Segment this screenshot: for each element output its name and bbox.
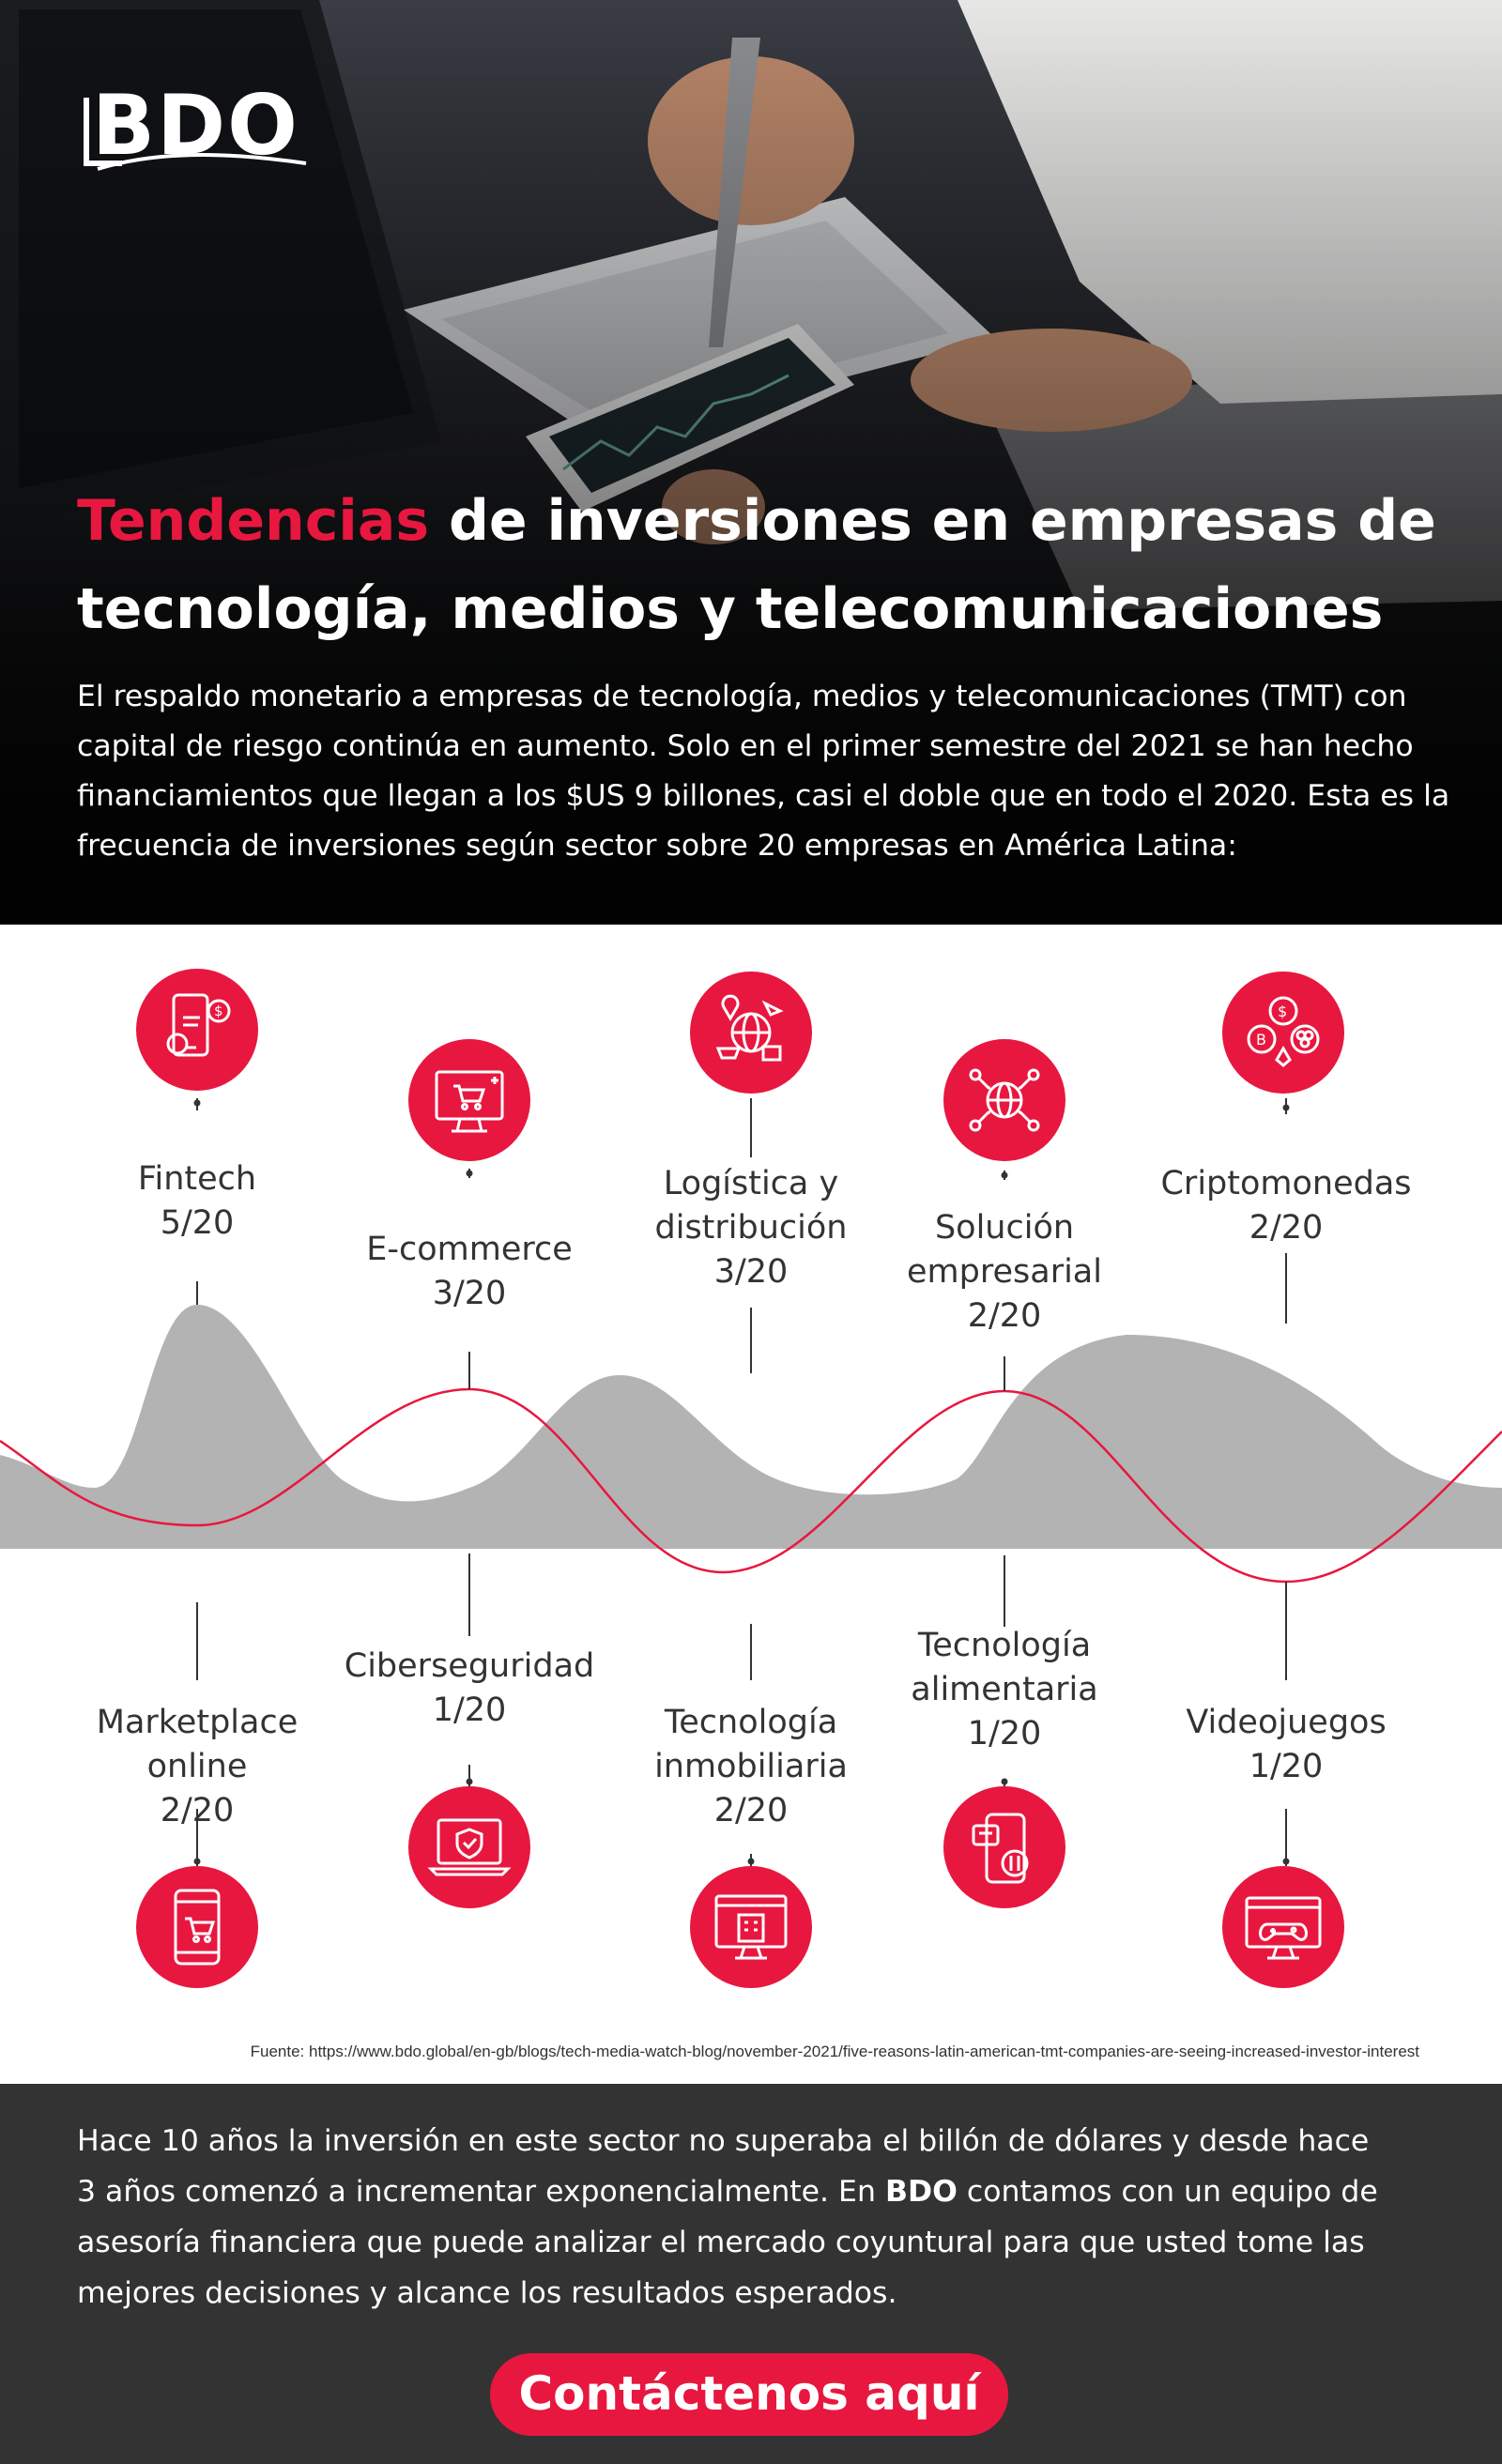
sector-label-marketplace	[66, 1701, 329, 1833]
sector-timeline	[0, 925, 1502, 2084]
sector-name: Solución empresarial	[907, 1209, 1102, 1291]
sector-value: 2/20	[713, 1792, 789, 1829]
sector-label-logistics	[620, 1162, 882, 1294]
intro-paragraph: El respaldo monetario a empresas de tecnología, medios y telecomunicaciones (TMT) con capital de riesgo continúa en aumento. Solo en el primer semestre del 2021 se han hecho financiamientos que llegan a los $US 9 billones, casi el doble que en todo el 2020. Esta es la frecuencia de inversiones según sector sobre 20 empresas en América Latina:	[77, 680, 1450, 863]
mobile-payment-icon	[136, 969, 258, 1091]
sector-value: 1/20	[1249, 1748, 1324, 1785]
sector-value: 3/20	[432, 1275, 507, 1312]
sector-value: 3/20	[713, 1253, 789, 1291]
gamepad-screen-icon	[1222, 1866, 1344, 1988]
sector-label-fintech	[66, 1157, 329, 1246]
sector-label-cybersecurity	[338, 1645, 601, 1733]
sector-name: Criptomonedas	[1160, 1165, 1412, 1202]
sector-value: 1/20	[967, 1715, 1042, 1752]
sector-label-proptech	[620, 1701, 882, 1833]
contact-button[interactable]: Contáctenos aquí	[490, 2353, 1008, 2436]
sector-value: 2/20	[1249, 1209, 1324, 1247]
cybersecurity-circle	[408, 1786, 530, 1908]
sector-name: Ciberseguridad	[344, 1647, 595, 1685]
title-rest: de inversiones en empresas de tecnología, medios y telecomunicaciones	[77, 488, 1436, 642]
crypto-circle	[1222, 972, 1344, 1094]
footer-text-before: Hace 10 años la inversión en este sector no superaba el billón de dólares y desde hace 3 años comenzó a incrementar exponencialmente. En	[77, 2124, 1370, 2209]
videogames-circle	[1222, 1866, 1344, 1988]
title-highlight: Tendencias	[77, 488, 430, 554]
sector-name: Marketplace online	[96, 1704, 299, 1785]
logistics-globe-icon	[690, 972, 812, 1094]
footer-section	[0, 2084, 1502, 2464]
page-title	[77, 477, 1448, 653]
crypto-coins-icon	[1222, 972, 1344, 1094]
footer-paragraph	[77, 2116, 1391, 2319]
fintech-circle	[136, 969, 258, 1091]
sector-label-ecommerce	[338, 1228, 601, 1316]
footer-text-after: contamos con un equipo de asesoría financiera que puede analizar el mercado coyuntural para que usted tome las mejores decisiones y alcance los resultados esperados.	[77, 2175, 1378, 2310]
ecommerce-circle	[408, 1039, 530, 1161]
mobile-shop-icon	[136, 1866, 258, 1988]
sector-value: 2/20	[160, 1792, 235, 1829]
sector-name: Videojuegos	[1186, 1704, 1387, 1741]
svg-text:$: $	[214, 1002, 223, 1019]
sector-label-business-solution	[873, 1206, 1136, 1339]
footer-brand: BDO	[884, 2175, 958, 2209]
sector-name: Fintech	[137, 1160, 257, 1198]
business-solution-circle	[943, 1039, 1065, 1161]
online-cart-icon	[408, 1039, 530, 1161]
foodtech-circle	[943, 1786, 1065, 1908]
source-note: Fuente: https://www.bdo.global/en-gb/blogs/tech-media-watch-blog/november-2021/five-reasons-latin-american-tmt-companies-are-seeing-increased-investor-interest	[250, 2043, 1419, 2060]
sector-label-foodtech	[873, 1624, 1136, 1756]
monitor-building-icon	[690, 1866, 812, 1988]
sector-name: Tecnología inmobiliaria	[654, 1704, 848, 1785]
svg-text:$: $	[1278, 1002, 1288, 1020]
sector-label-crypto	[1155, 1162, 1418, 1250]
sector-label-videogames	[1155, 1701, 1418, 1789]
sector-value: 5/20	[160, 1204, 235, 1242]
logistics-circle	[690, 972, 812, 1094]
sector-name: E-commerce	[366, 1231, 573, 1268]
hero-banner	[0, 0, 1502, 925]
sector-name: Tecnología alimentaria	[911, 1627, 1098, 1708]
network-globe-icon	[943, 1039, 1065, 1161]
sector-value: 2/20	[967, 1297, 1042, 1335]
proptech-circle	[690, 1866, 812, 1988]
logo-text: BDO	[92, 77, 299, 174]
marketplace-circle	[136, 1866, 258, 1988]
svg-text:B: B	[1256, 1031, 1266, 1048]
sector-name: Logística y distribución	[654, 1165, 848, 1247]
laptop-shield-icon	[408, 1786, 530, 1908]
sector-value: 1/20	[432, 1691, 507, 1729]
food-app-icon	[943, 1786, 1065, 1908]
